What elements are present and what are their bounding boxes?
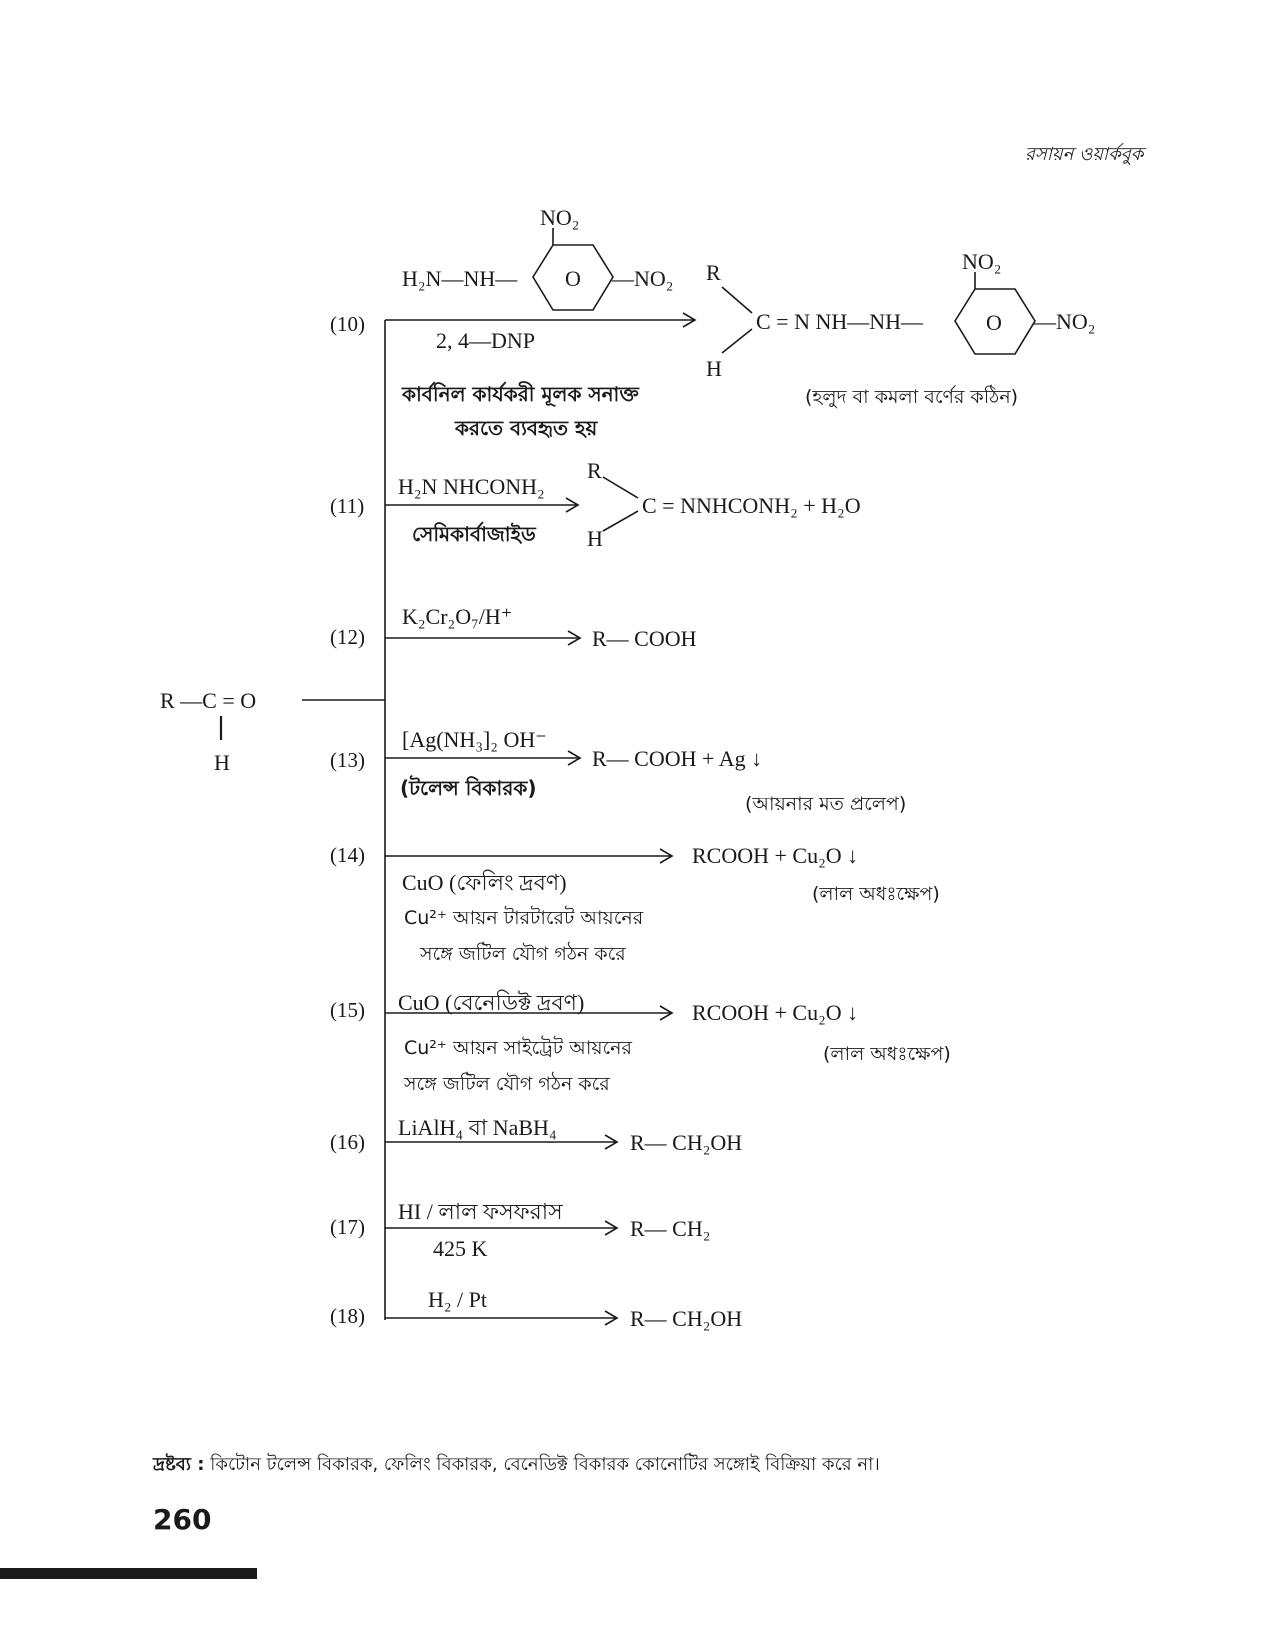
footnote xyxy=(153,1450,880,1481)
reaction-number: (14) xyxy=(330,843,365,867)
dnp-usage-note-line2: করতে ব্যবহৃত হয় xyxy=(455,416,598,440)
reaction-number: (13) xyxy=(330,748,365,772)
tollens-reagent: [Ag(NH₃]₂ OH⁻ xyxy=(402,727,547,752)
reaction-number: (15) xyxy=(330,998,365,1022)
dnp-reagent-name: 2, 4—DNP xyxy=(436,328,536,353)
reaction-number: (18) xyxy=(330,1304,365,1328)
benedict-note-line2: সঙ্গে জটিল যৌগ গঠন করে xyxy=(404,1073,610,1095)
hydride-reagent: LiAlH₄ বা NaBH₄ xyxy=(398,1115,557,1140)
semicarbazide-reagent: H₂N NHCONH₂ xyxy=(398,474,545,499)
footnote-label: দ্রষ্টব্য : xyxy=(153,1454,205,1475)
product-no2-top: NO₂ xyxy=(962,249,1002,274)
alkane-product: R— CH₂ xyxy=(630,1216,711,1241)
alcohol-product: R— CH₂OH xyxy=(630,1306,743,1331)
reaction-number: (10) xyxy=(330,312,365,336)
reaction-number: (12) xyxy=(330,625,365,649)
fehling-product: RCOOH + Cu₂O ↓ xyxy=(692,843,859,868)
alcohol-product: R— CH₂OH xyxy=(630,1130,743,1155)
product-r: R xyxy=(587,458,602,483)
running-header: রসায়ন ওয়ার্কবুক xyxy=(1025,144,1144,165)
reaction-number: (17) xyxy=(330,1215,365,1239)
fehling-reagent: CuO (ফেলিং দ্রবণ) xyxy=(402,870,567,895)
reaction-number: (16) xyxy=(330,1130,365,1154)
fehling-note-line2: সঙ্গে জটিল যৌগ গঠন করে xyxy=(420,943,626,965)
dichromate-reagent: K₂Cr₂O₇/H⁺ xyxy=(402,604,513,629)
hydrazone-note: (হলুদ বা কমলা বর্ণের কঠিন) xyxy=(805,386,1019,408)
benedict-product-note: (লাল অধঃক্ষেপ) xyxy=(823,1043,951,1065)
dnp-no2-right: —NO₂ xyxy=(612,266,674,291)
start-compound-h: H xyxy=(214,750,230,775)
acid-product: R— COOH xyxy=(592,626,697,651)
tollens-name: (টলেন্স বিকারক) xyxy=(400,776,537,800)
benedict-note-line1: Cu²⁺ আয়ন সাইট্রেট আয়নের xyxy=(404,1037,632,1059)
benedict-reagent: CuO (বেনেডিক্ট দ্রবণ) xyxy=(398,990,585,1015)
dnp-reagent-left: H₂N—NH— xyxy=(402,266,518,291)
page-number: 260 xyxy=(153,1503,212,1536)
product-r: R xyxy=(706,260,721,285)
hydrazone-product: C = N NH—NH— xyxy=(756,309,924,334)
product-h: H xyxy=(587,526,603,551)
semicarbazone-product: C = NNHCONH₂ + H₂O xyxy=(642,493,861,518)
tollens-product: R— COOH + Ag ↓ xyxy=(592,746,763,771)
fehling-note-line1: Cu²⁺ আয়ন টারটারেট আয়নের xyxy=(404,907,644,929)
semicarbazide-name: সেমিকার্বাজাইড xyxy=(412,522,536,546)
ring-label: O xyxy=(565,266,581,291)
start-compound: R —C = O xyxy=(160,688,257,713)
fehling-product-note: (লাল অধঃক্ষেপ) xyxy=(812,883,940,905)
dnp-usage-note-line1: কার্বনিল কার্যকরী মূলক সনাক্ত xyxy=(402,382,639,406)
hi-reagent: HI / লাল ফসফরাস xyxy=(398,1199,563,1224)
hi-condition: 425 K xyxy=(433,1236,488,1261)
tollens-note: (আয়নার মত প্রলেপ) xyxy=(745,793,907,815)
product-h: H xyxy=(706,356,722,381)
hydrogenation-reagent: H₂ / Pt xyxy=(428,1287,488,1312)
dnp-no2-top: NO₂ xyxy=(540,205,580,230)
benedict-product: RCOOH + Cu₂O ↓ xyxy=(692,1000,859,1025)
reaction-number: (11) xyxy=(330,494,365,518)
product-no2-right: —NO₂ xyxy=(1034,309,1096,334)
footnote-text: কিটোন টলেন্স বিকারক, ফেলিং বিকারক, বেনেডিক্ট বিকারক কোনোটির সঙ্গোই বিক্রিয়া করে না। xyxy=(210,1454,880,1475)
ring-label: O xyxy=(986,310,1002,335)
